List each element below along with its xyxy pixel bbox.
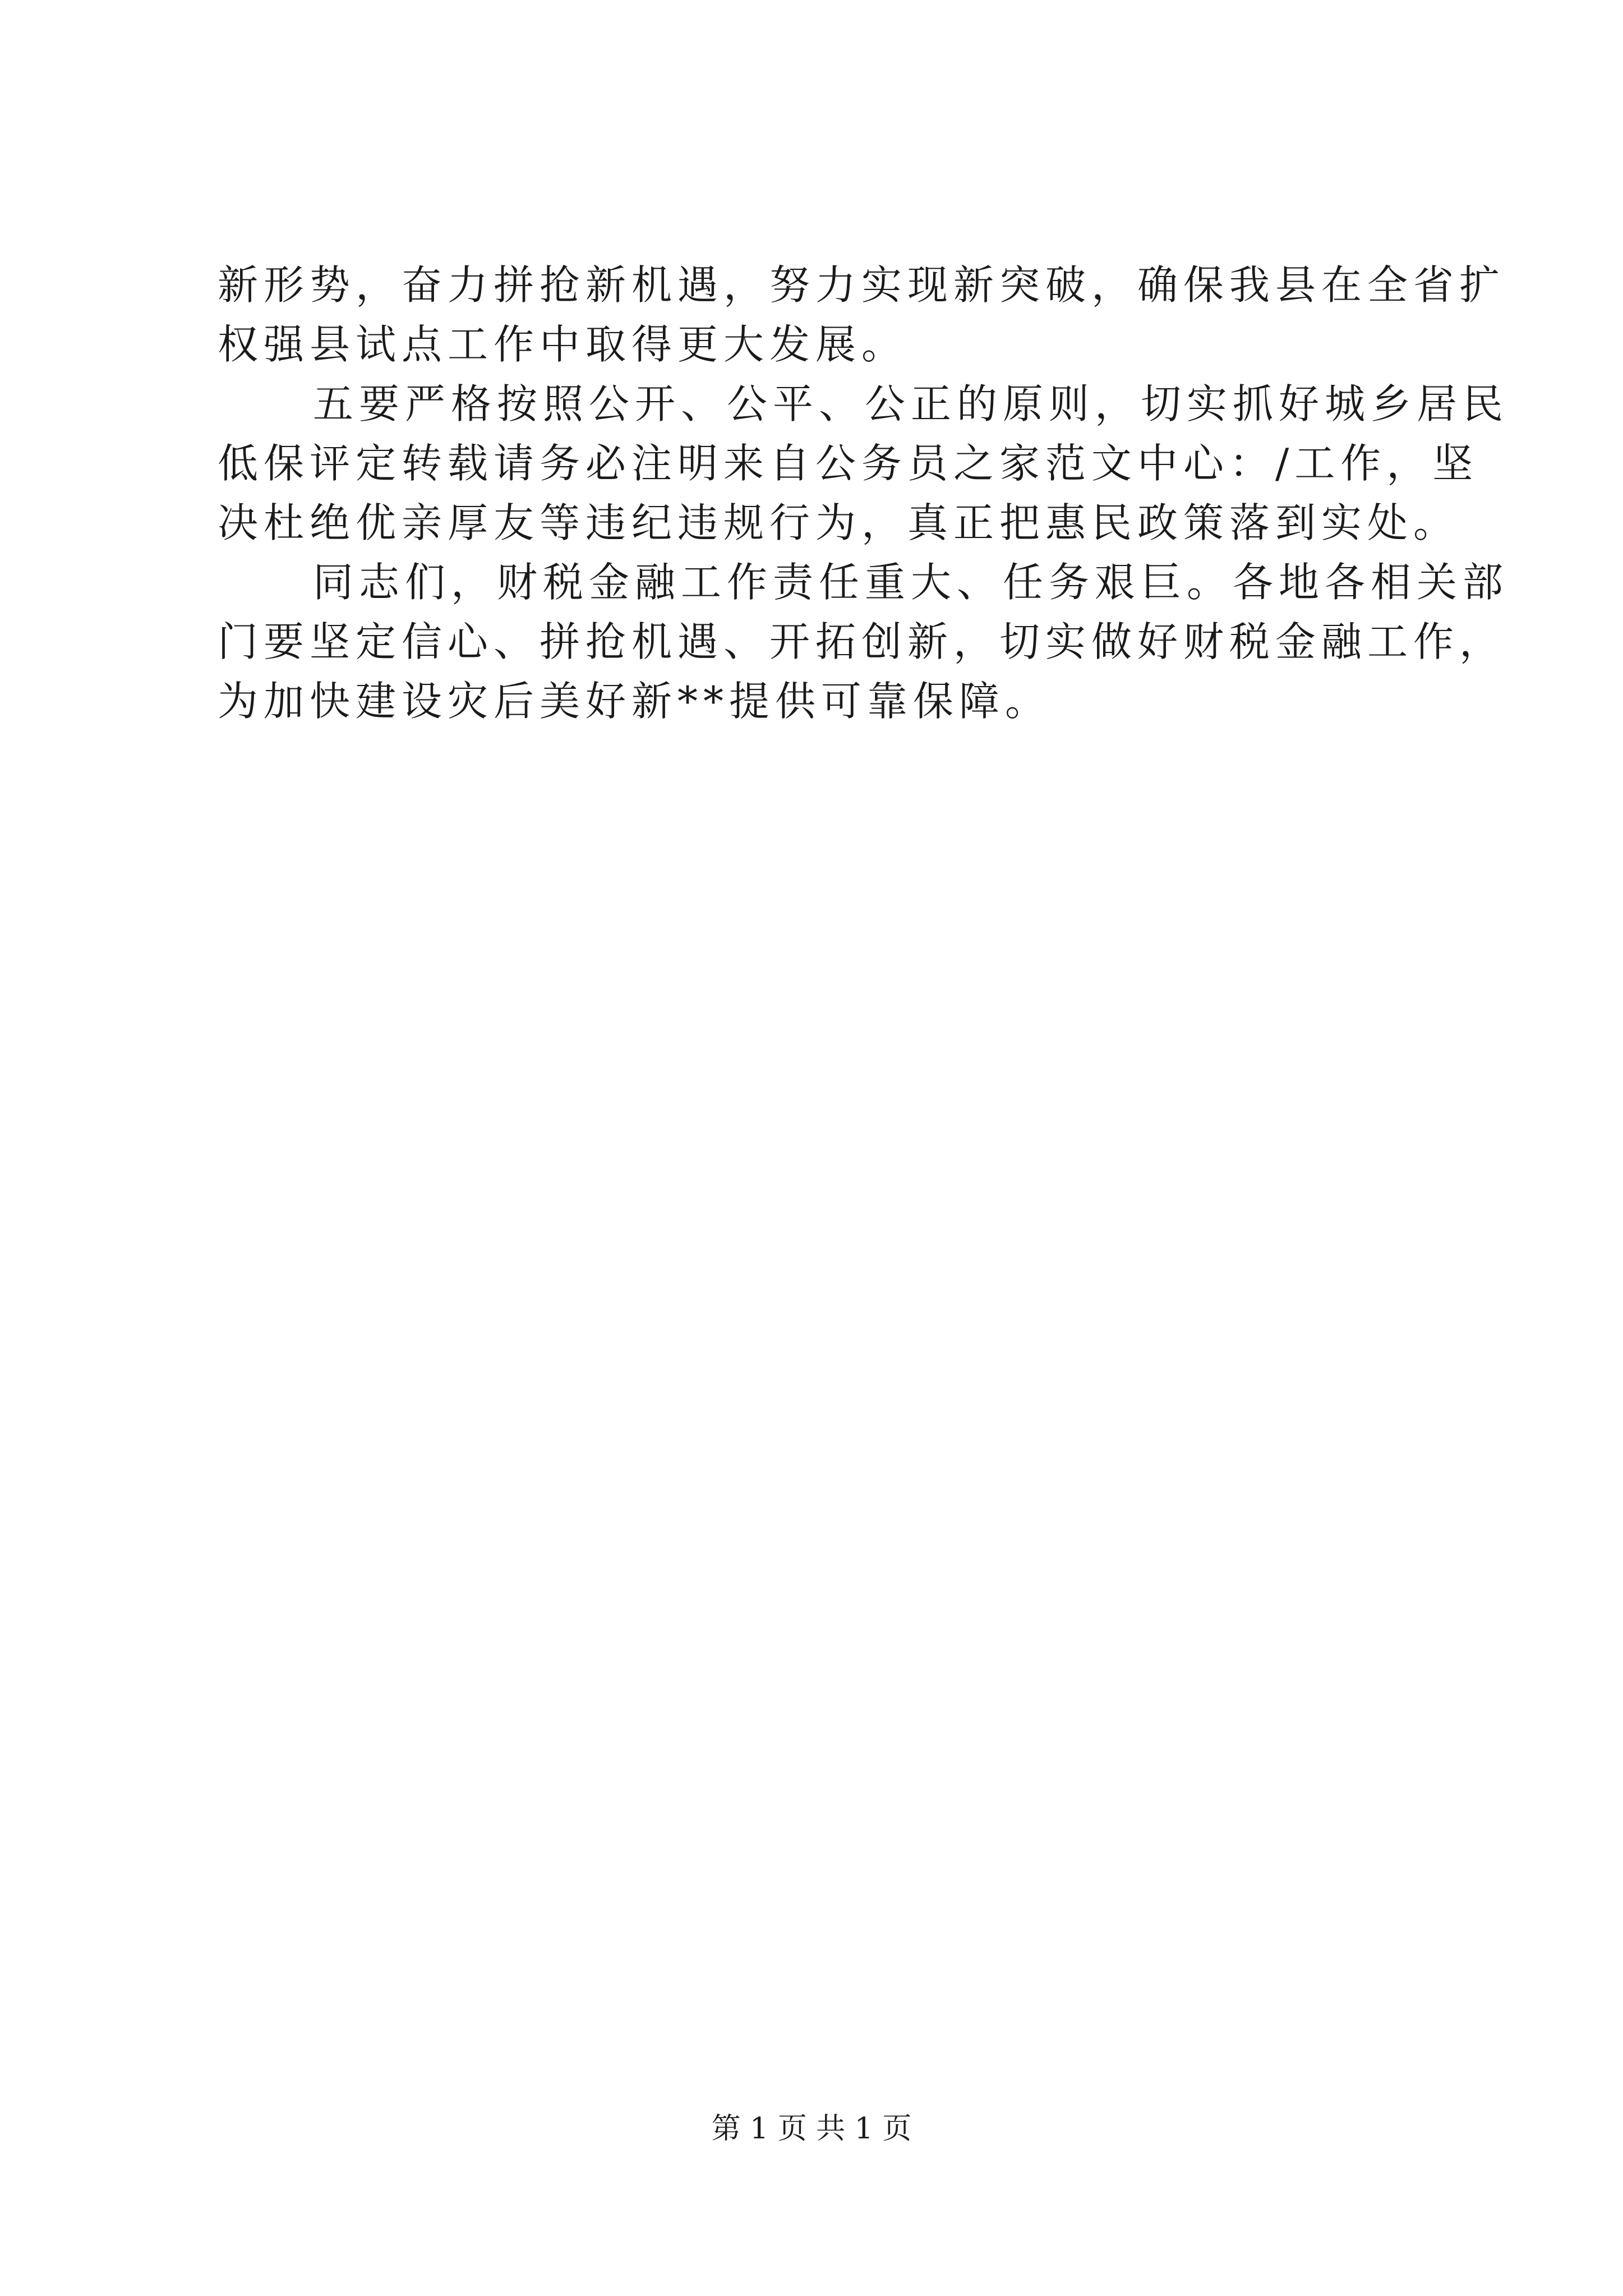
paragraph-line: 低保评定转载请务必注明来自公务员之家范文中心：/工作，坚 bbox=[218, 440, 1479, 487]
paragraph-line: 新形势，奋力拼抢新机遇，努力实现新突破，确保我县在全省扩 bbox=[218, 261, 1506, 309]
paragraph-line: 五要严格按照公开、公平、公正的原则，切实抓好城乡居民 bbox=[313, 380, 1509, 427]
page-footer: 第 1 页 共 1 页 bbox=[711, 2112, 912, 2146]
paragraph-line: 决杜绝优亲厚友等违纪违规行为，真正把惠民政策落到实处。 bbox=[218, 499, 1460, 546]
paragraph-line: 门要坚定信心、拼抢机遇、开拓创新，切实做好财税金融工作， bbox=[218, 618, 1506, 665]
paragraph-line: 为加快建设灾后美好新**提供可靠保障。 bbox=[218, 678, 1052, 725]
paragraph-line: 权强县试点工作中取得更大发展。 bbox=[218, 321, 908, 368]
document-body bbox=[218, 255, 1509, 731]
paragraph-line: 同志们，财税金融工作责任重大、任务艰巨。各地各相关部 bbox=[313, 559, 1509, 606]
